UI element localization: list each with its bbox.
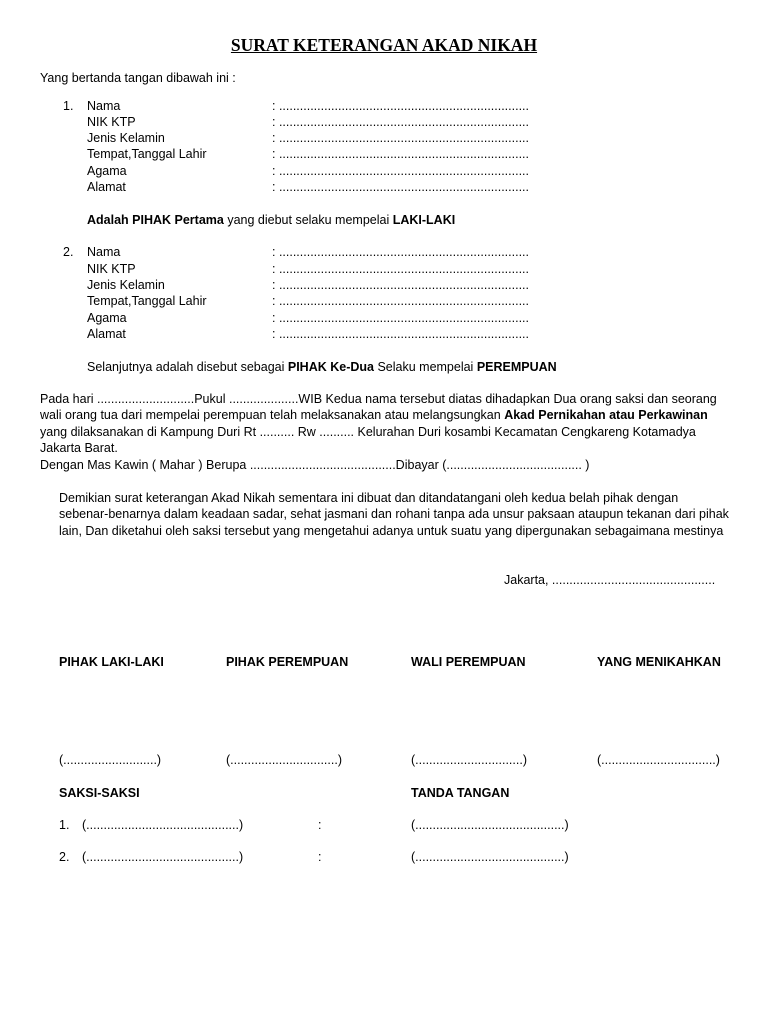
party1-note-c: LAKI-LAKI (392, 213, 456, 227)
party2-note-a: Selanjutnya adalah disebut sebagai (87, 360, 288, 374)
party2-note (87, 359, 557, 375)
party1-value-nama: : ........................................................................ (272, 99, 529, 113)
party2-label-address: Alamat (87, 327, 126, 341)
party2-number: 2. (63, 245, 74, 259)
party2-label-nik: NIK KTP (87, 262, 136, 276)
dowry-line: Dengan Mas Kawin ( Mahar ) Berupa ..........................................Dibayar (....................................... ) (40, 458, 590, 472)
witness-name: (............................................) (82, 818, 244, 832)
party1-number: 1. (63, 99, 74, 113)
sig-blank-officiant: (.................................) (597, 753, 720, 767)
party2-label-religion: Agama (87, 311, 127, 325)
sig-header-bride: PIHAK PEREMPUAN (226, 655, 349, 669)
party1-value-address: : ........................................................................ (272, 180, 529, 194)
ceremony-paragraph (40, 391, 722, 456)
party1-label-religion: Agama (87, 164, 127, 178)
party2-label-birth: Tempat,Tanggal Lahir (87, 294, 207, 308)
party1-label-birth: Tempat,Tanggal Lahir (87, 147, 207, 161)
party2-label-gender: Jenis Kelamin (87, 278, 165, 292)
party2-value-birth: : ........................................................................ (272, 294, 529, 308)
sig-blank-bride: (...............................) (226, 753, 342, 767)
sig-header-officiant: YANG MENIKAHKAN (597, 655, 721, 669)
signature-header: TANDA TANGAN (411, 786, 510, 800)
witness-number: 2. (59, 850, 70, 864)
party2-value-nik: : ........................................................................ (272, 262, 529, 276)
closing-paragraph: Demikian surat keterangan Akad Nikah sementara ini dibuat dan ditandatangani oleh kedua belah pihak dengan sebenar-benarnya dalam keadaan sadar, sehat jasmani dan rohani tanpa ada unsur paksaan ataupun tekanan dari pihak lain, Dan diketahui oleh saksi tersebut yang mengetahui adanya untuk suatu yang dipergunakan sebagaimana mestinya (59, 491, 729, 538)
party1-note-b: yang diebut selaku mempelai (223, 213, 393, 227)
party2-note-b: PIHAK Ke-Dua (287, 360, 374, 374)
document-title: SURAT KETERANGAN AKAD NIKAH (230, 35, 538, 55)
party1-value-gender: : ........................................................................ (272, 131, 529, 145)
party2-label-nama: Nama (87, 245, 121, 259)
party1-label-gender: Jenis Kelamin (87, 131, 165, 145)
witness-name: (............................................) (82, 850, 244, 864)
party1-label-address: Alamat (87, 180, 126, 194)
sig-header-guardian: WALI PEREMPUAN (411, 655, 526, 669)
ceremony-text: Pada hari ............................Pukul ....................WIB Kedua nama tersebut diatas dihadapkan Dua orang saksi dan seorang wali orang tua dari mempelai perempuan telah melaksanakan atau melangsungkan (40, 392, 717, 423)
party2-note-d: PEREMPUAN (476, 360, 557, 374)
witness-number: 1. (59, 818, 70, 832)
party2-value-gender: : ........................................................................ (272, 278, 529, 292)
party1-value-nik: : ........................................................................ (272, 115, 529, 129)
party2-value-religion: : ........................................................................ (272, 311, 529, 325)
intro-text: Yang bertanda tangan dibawah ini : (40, 71, 236, 85)
ceremony-text-end: yang dilaksanakan di Kampung Duri Rt .......... Rw .......... Kelurahan Duri kosambi Kecamatan Cengkareng Kotamadya Jakarta Barat. (40, 424, 696, 455)
witness-signature: (...........................................) (411, 818, 569, 832)
sig-header-groom: PIHAK LAKI-LAKI (59, 655, 164, 669)
witness-colon: : (318, 818, 322, 832)
party1-note-a: Adalah PIHAK Pertama (87, 213, 224, 227)
party1-value-birth: : ........................................................................ (272, 147, 529, 161)
party2-value-nama: : ........................................................................ (272, 245, 529, 259)
place-date: Jakarta, ............................................... (504, 573, 716, 587)
party1-note (87, 212, 455, 228)
witnesses-header: SAKSI-SAKSI (59, 786, 140, 800)
party1-label-nik: NIK KTP (87, 115, 136, 129)
party2-value-address: : ........................................................................ (272, 327, 529, 341)
witness-signature: (...........................................) (411, 850, 569, 864)
witness-colon: : (318, 850, 322, 864)
ceremony-bold: Akad Pernikahan atau Perkawinan (504, 408, 708, 423)
sig-blank-groom: (...........................) (59, 753, 162, 767)
sig-blank-guardian: (...............................) (411, 753, 527, 767)
party1-value-religion: : ........................................................................ (272, 164, 529, 178)
party1-label-nama: Nama (87, 99, 121, 113)
party2-note-c: Selaku mempelai (373, 360, 477, 374)
